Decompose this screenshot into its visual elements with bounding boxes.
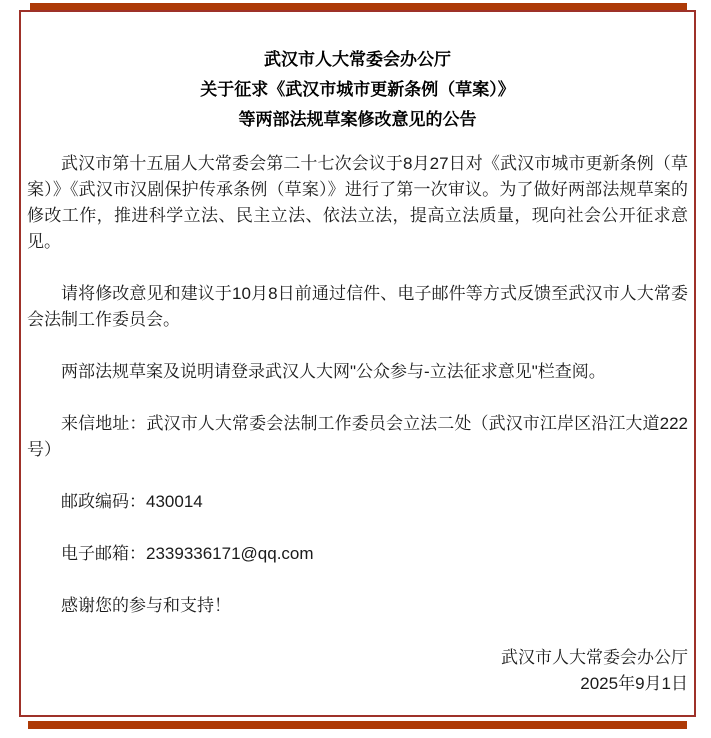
notice-paragraph-feedback-deadline: 请将修改意见和建议于10月8日前通过信件、电子邮件等方式反馈至武汉市人大常委会法制工作委员会。	[27, 284, 688, 329]
notice-paragraph-email: 电子邮箱：2339336171@qq.com	[61, 544, 314, 563]
notice-frame	[19, 10, 696, 717]
notice-title-line-1: 武汉市人大常委会办公厅	[264, 50, 451, 69]
signature-date: 2025年9月1日	[580, 674, 688, 693]
notice-paragraph-intro: 武汉市第十五届人大常委会第二十七次会议于8月27日对《武汉市城市更新条例（草案）》《武汉市汉剧保护传承条例（草案）》进行了第一次审议。为了做好两部法规草案的修改工作，推进科学立法、民主立法、依法立法，提高立法质量，现向社会公开征求意见。	[27, 154, 688, 251]
notice-paragraph-mail-address: 来信地址：武汉市人大常委会法制工作委员会立法二处（武汉市江岸区沿江大道222号）	[27, 414, 688, 459]
notice-paragraph-postal-code: 邮政编码：430014	[61, 492, 203, 511]
notice-paragraph-thanks: 感谢您的参与和支持！	[61, 596, 231, 615]
notice-title-line-2: 关于征求《武汉市城市更新条例（草案）》	[200, 80, 515, 99]
notice-title	[27, 45, 688, 135]
bottom-accent-bar	[28, 721, 687, 729]
notice-title-line-3: 等两部法规草案修改意见的公告	[238, 110, 477, 129]
top-accent-bar	[30, 3, 687, 10]
signature-issuer: 武汉市人大常委会办公厅	[501, 648, 688, 667]
notice-paragraph-where-to-read: 两部法规草案及说明请登录武汉人大网"公众参与-立法征求意见"栏查阅。	[61, 362, 606, 381]
signature-block	[27, 645, 688, 697]
